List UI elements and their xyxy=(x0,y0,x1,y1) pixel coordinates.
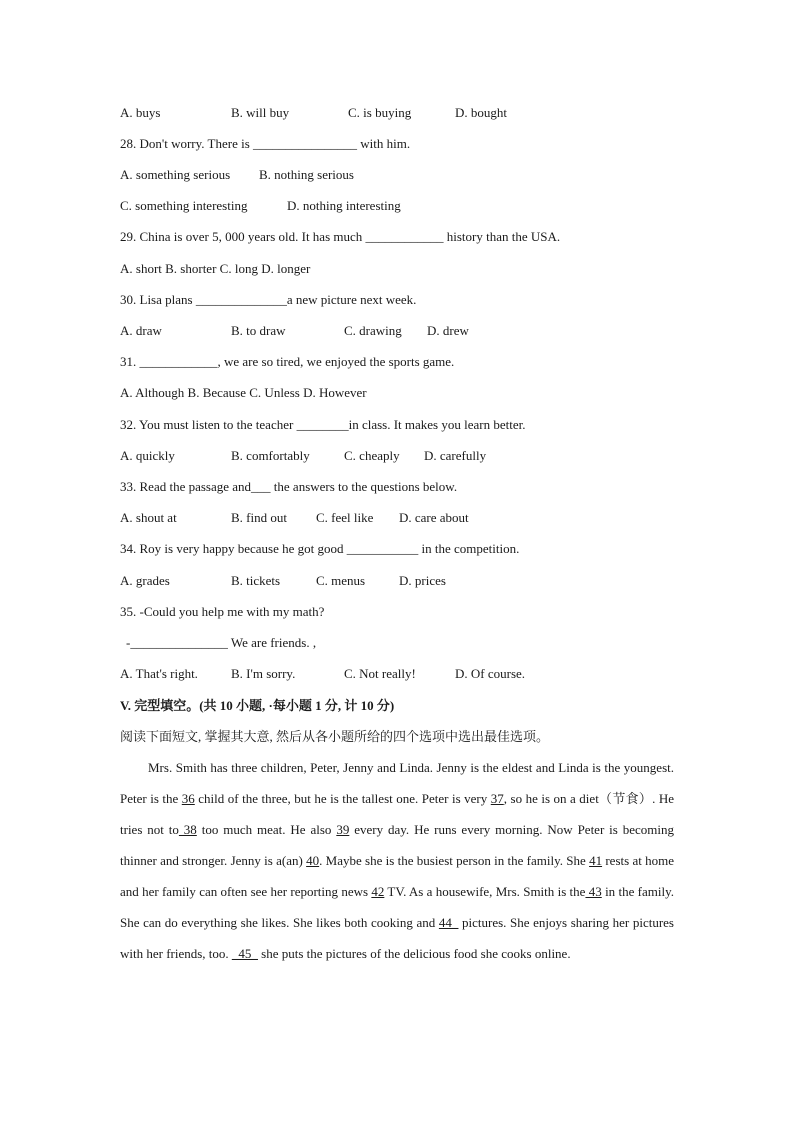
blank-42[interactable]: 42 xyxy=(371,884,385,899)
q28-option-b[interactable]: B. nothing serious xyxy=(259,167,354,182)
cloze-passage: Mrs. Smith has three children, Peter, Jenny and Linda. Jenny is the eldest and Linda is the youngest. Peter is the 36 child of the three, but he is the tallest one. Peter is very 37, so he is on a diet（节食）. He tries not to 38 too much meat. He also 39 every day. He runs every morning. Now Peter is becoming thinner and stronger. Jenny is a(an) 40. Maybe she is the busiest person in the family. She 41 rests at home and her family can often see her reporting news 42 TV. As a housewife, Mrs. Smith is the 43 in the family. She can do everything she likes. She likes both cooking and 44_ pictures. She enjoys sharing her pictures with her friends, too. _45_ she puts the pictures of the delicious food she cooks online. xyxy=(120,760,675,961)
q35-blank[interactable]: _______________ xyxy=(130,635,228,650)
q32-stem: 32. You must listen to the teacher ________in class. It makes you learn better. xyxy=(120,417,526,432)
blank-40[interactable]: 40 xyxy=(306,853,320,868)
blank-44[interactable]: 44_ xyxy=(438,915,459,930)
q32-option-d[interactable]: D. carefully xyxy=(424,448,487,463)
q33-blank[interactable]: ___ xyxy=(251,479,271,494)
q35-option-d[interactable]: D. Of course. xyxy=(455,666,526,681)
q35-option-c[interactable]: C. Not really! xyxy=(344,666,416,681)
q33-option-a[interactable]: A. shout at xyxy=(120,510,177,525)
q33-option-d[interactable]: D. care about xyxy=(399,510,469,525)
q29-blank[interactable]: ____________ xyxy=(365,229,444,244)
blank-38[interactable]: 38 xyxy=(178,822,197,837)
q28-stem: 28. Don't worry. There is ________________ with him. xyxy=(120,136,411,151)
q34-stem: 34. Roy is very happy because he got good ___________ in the competition. xyxy=(120,541,520,556)
q35-stem: 35. -Could you help me with my math? xyxy=(120,604,325,619)
q34-option-b[interactable]: B. tickets xyxy=(231,573,281,588)
q30-option-b[interactable]: B. to draw xyxy=(231,323,286,338)
q31-stem: 31. ____________, we are so tired, we enjoyed the sports game. xyxy=(120,354,455,369)
section-5-heading: V. 完型填空。(共 10 小题, ·每小题 1 分, 计 10 分) xyxy=(120,698,395,713)
blank-37[interactable]: 37 xyxy=(490,791,504,806)
blank-45[interactable]: _45_ xyxy=(231,946,258,961)
q34-option-d[interactable]: D. prices xyxy=(399,573,446,588)
q27-option-a[interactable]: A. buys xyxy=(120,105,161,120)
q32-option-a[interactable]: A. quickly xyxy=(120,448,175,463)
blank-36[interactable]: 36 xyxy=(181,791,195,806)
q32-option-b[interactable]: B. comfortably xyxy=(231,448,310,463)
q30-option-a[interactable]: A. draw xyxy=(120,323,162,338)
q31-blank[interactable]: ____________ xyxy=(139,354,218,369)
q35-reply: -_______________ We are friends. , xyxy=(126,635,317,650)
q34-option-c[interactable]: C. menus xyxy=(316,573,366,588)
q27-option-c[interactable]: C. is buying xyxy=(348,105,412,120)
q30-stem: 30. Lisa plans ______________a new picture next week. xyxy=(120,292,417,307)
q33-stem: 33. Read the passage and___ the answers to the questions below. xyxy=(120,479,458,494)
q27-option-b[interactable]: B. will buy xyxy=(231,105,290,120)
q34-blank[interactable]: ___________ xyxy=(346,541,419,556)
blank-39[interactable]: 39 xyxy=(336,822,350,837)
blank-43[interactable]: 43 xyxy=(585,884,602,899)
q29-options[interactable]: A. short B. shorter C. long D. longer xyxy=(120,261,311,276)
q32-blank[interactable]: ________ xyxy=(296,417,349,432)
q30-blank[interactable]: ______________ xyxy=(195,292,287,307)
q28-option-d[interactable]: D. nothing interesting xyxy=(287,198,401,213)
section-5-instruction: 阅读下面短文, 掌握其大意, 然后从各小题所给的四个选项中选出最佳选项。 xyxy=(120,729,550,744)
q30-option-c[interactable]: C. drawing xyxy=(344,323,402,338)
blank-41[interactable]: 41 xyxy=(589,853,603,868)
q33-option-b[interactable]: B. find out xyxy=(231,510,287,525)
q29-stem: 29. China is over 5, 000 years old. It has much ____________ history than the USA. xyxy=(120,229,561,244)
q27-option-d[interactable]: D. bought xyxy=(455,105,507,120)
q28-blank[interactable]: ________________ xyxy=(253,136,358,151)
q28-option-a[interactable]: A. something serious xyxy=(120,167,231,182)
q28-option-c[interactable]: C. something interesting xyxy=(120,198,248,213)
q35-option-b[interactable]: B. I'm sorry. xyxy=(231,666,296,681)
q33-option-c[interactable]: C. feel like xyxy=(316,510,374,525)
q30-option-d[interactable]: D. drew xyxy=(427,323,469,338)
q32-option-c[interactable]: C. cheaply xyxy=(344,448,400,463)
q34-option-a[interactable]: A. grades xyxy=(120,573,170,588)
q35-option-a[interactable]: A. That's right. xyxy=(120,666,198,681)
q31-options[interactable]: A. Although B. Because C. Unless D. However xyxy=(120,385,367,400)
